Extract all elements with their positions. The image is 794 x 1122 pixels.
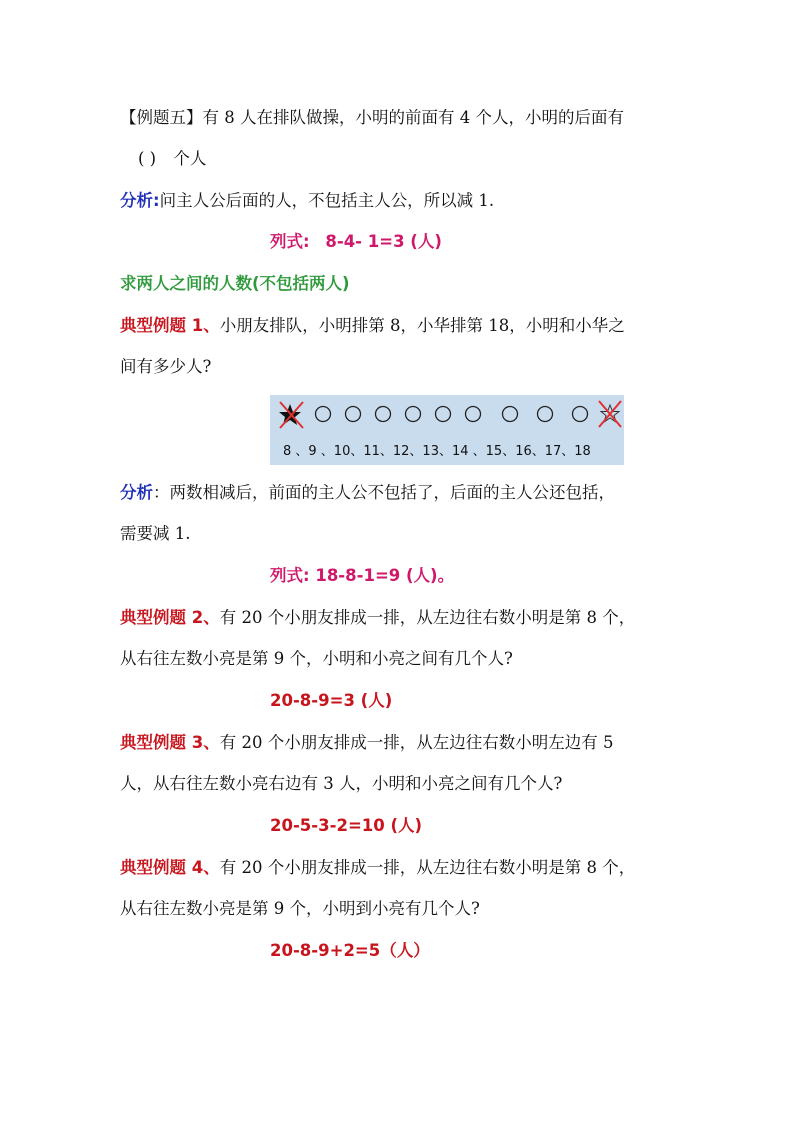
analysis2-text: 两数相减后，前面的主人公不包括了，后面的主人公还包括， [169, 483, 615, 502]
typical1-line2: 间有多少人? [120, 357, 212, 376]
typical2-answer: 20-8-9=3 (人) [270, 691, 393, 710]
typical2-line1 [120, 610, 635, 627]
queue-diagram [270, 395, 624, 465]
position-numbers: 8 、9 、10、11、12、13、14 、15、16、17、18 [283, 444, 591, 459]
typical2-label: 典型例题 2、 [120, 608, 220, 627]
analysis2-colon: ： [153, 483, 170, 502]
typical3-line2: 人，从右往左数小亮右边有 3 人，小明和小亮之间有几个人? [120, 774, 563, 793]
person-circle [538, 407, 553, 422]
typical1-label: 典型例题 1、 [120, 316, 220, 335]
section-title: 求两人之间的人数(不包括两人) [120, 274, 350, 293]
answer-blank: ( ) [138, 149, 157, 168]
formula1-value: 8-4- 1=3 (人) [325, 232, 442, 251]
person-circle [503, 407, 518, 422]
typical4-answer: 20-8-9+2=5（人） [270, 941, 430, 960]
typical4-line1 [120, 860, 635, 877]
typical3-label: 典型例题 3、 [120, 733, 220, 752]
typical1-line1 [120, 318, 625, 335]
formula2: 列式: 18-8-1=9 (人)。 [270, 566, 455, 585]
typical1-text: 小朋友排队，小明排第 8，小华排第 18，小明和小华之 [219, 316, 625, 335]
person-circle [406, 407, 421, 422]
typical2-line2: 从右往左数小亮是第 9 个，小明和小亮之间有几个人? [120, 649, 513, 668]
analysis1-label: 分析: [120, 191, 160, 210]
person-circle [346, 407, 361, 422]
formula1 [270, 234, 442, 251]
analysis1-text: 问主人公后面的人，不包括主人公，所以减 1. [159, 191, 495, 210]
typical2-text: 有 20 个小朋友排成一排，从左边往右数小明是第 8 个， [219, 608, 636, 627]
analysis2-line2: 需要减 1. [120, 524, 191, 543]
example5-line1: 【例题五】有 8 人在排队做操，小明的前面有 4 个人，小明的后面有 [120, 108, 624, 127]
example5-line2-text: 个人 [173, 149, 207, 168]
typical3-line1 [120, 735, 613, 752]
formula1-label: 列式: [270, 232, 310, 251]
typical4-text: 有 20 个小朋友排成一排，从左边往右数小明是第 8 个， [219, 858, 636, 877]
typical3-text: 有 20 个小朋友排成一排，从左边往右数小明左边有 5 [219, 733, 614, 752]
typical4-line2: 从右往左数小亮是第 9 个，小明到小亮有几个人? [120, 899, 480, 918]
person-circle [316, 407, 331, 422]
queue-diagram-svg [270, 395, 624, 465]
person-circle [466, 407, 481, 422]
example5-line2 [138, 151, 206, 168]
typical3-answer: 20-5-3-2=10 (人) [270, 816, 423, 835]
person-circle [376, 407, 391, 422]
typical4-label: 典型例题 4、 [120, 858, 220, 877]
analysis1 [120, 193, 494, 210]
person-circle [436, 407, 451, 422]
analysis2-line1 [120, 485, 615, 502]
person-circle [573, 407, 588, 422]
analysis2-label: 分析 [120, 483, 153, 502]
